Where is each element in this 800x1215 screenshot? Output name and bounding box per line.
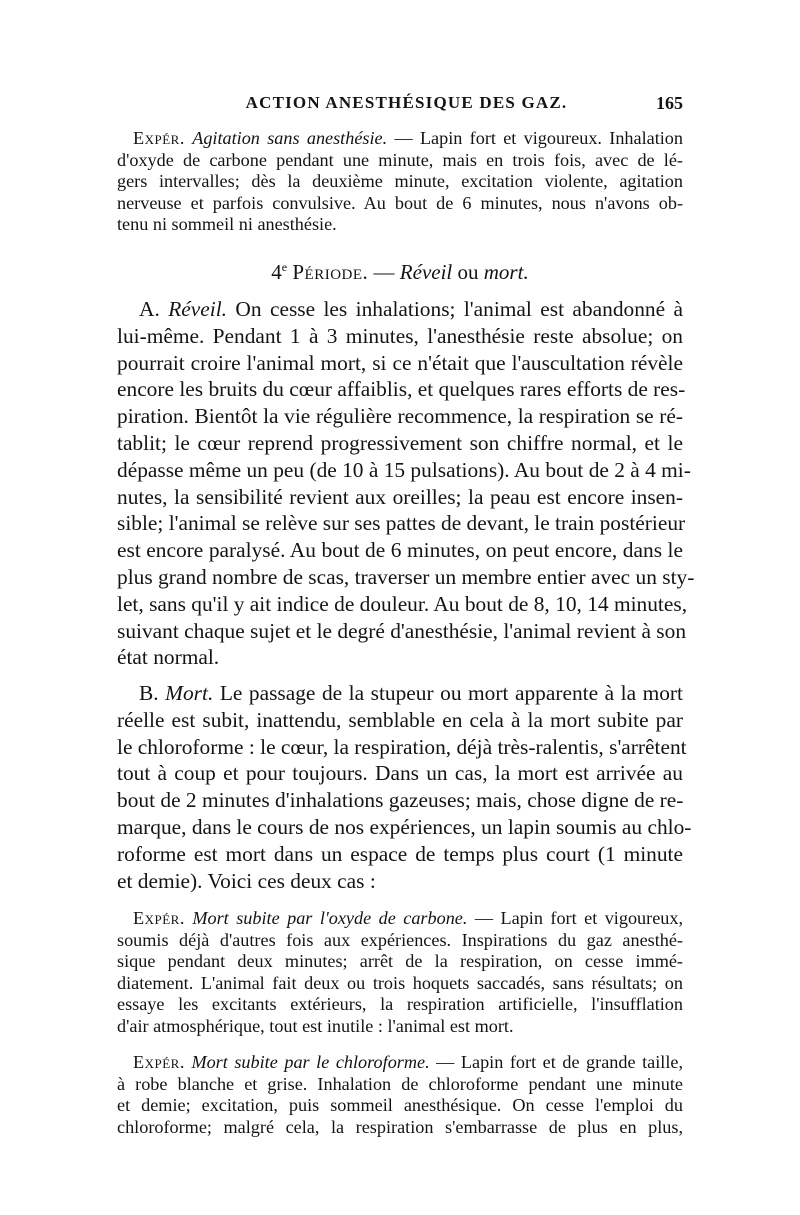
paragraph-line: bout de 2 minutes d'inhalations gazeuses; mais, chose digne de re- — [117, 788, 684, 813]
running-title: ACTION ANESTHÉSIQUE DES GAZ. — [245, 93, 568, 112]
running-header — [117, 88, 683, 118]
paragraph-line: soumis déjà d'autres fois aux expériences. Inspirations du gaz anesthé- — [117, 929, 683, 950]
paragraph-line: Expér. Mort subite par l'oxyde de carbone. — Lapin fort et vigoureux, — [133, 908, 683, 928]
section-heading: 4e Période. — Réveil ou mort. — [271, 260, 529, 284]
paragraph-title: Réveil. — [168, 297, 227, 321]
paragraph-line: d'air atmosphérique, tout est inutile : l'animal est mort. — [117, 1015, 514, 1036]
paragraph-line: est encore paralysé. Au bout de 6 minutes, on peut encore, dans le — [117, 538, 683, 563]
paragraph-title: Mort. — [165, 681, 214, 705]
paragraph-line: tenu ni sommeil ni anesthésie. — [117, 214, 337, 235]
paragraph-line: dépasse même un peu (de 10 à 15 pulsations). Au bout de 2 à 4 mi- — [117, 457, 691, 482]
section-period-label: Période. — [292, 260, 369, 284]
section-title-mort: mort. — [483, 260, 529, 284]
paragraph-line: Expér. Agitation sans anesthésie. — Lapin fort et vigoureux. Inhalation — [133, 128, 683, 148]
page-number: 165 — [656, 92, 683, 113]
experiment-mort-chloroforme — [117, 1052, 683, 1138]
paragraph-line: lui-même. Pendant 1 à 3 minutes, l'anesthésie reste absolue; on — [117, 323, 683, 348]
paragraph-line: et demie). Voici ces deux cas : — [117, 868, 376, 893]
experiment-label: Expér. — [133, 1052, 185, 1072]
paragraph-reveil — [117, 296, 695, 671]
experiment-label: Expér. — [133, 128, 185, 148]
paragraph-line: état normal. — [117, 645, 220, 670]
paragraph-line: roforme est mort dans un espace de temps plus court (1 minute — [117, 841, 683, 866]
paragraph-line: tout à coup et pour toujours. Dans un cas, la mort est arrivée au — [117, 761, 683, 786]
paragraph-line: le chloroforme : le cœur, la respiration, déjà très-ralentis, s'arrêtent — [117, 734, 687, 759]
section-title-reveil: Réveil — [399, 260, 453, 284]
paragraph-line: d'oxyde de carbone pendant une minute, mais en trois fois, avec de lé- — [117, 149, 683, 170]
paragraph-line: pourrait croire l'animal mort, si ce n'était que l'auscultation révèle — [117, 350, 683, 375]
experiment-title: Mort subite par le chloroforme. — [191, 1052, 430, 1072]
paragraph-line: réelle est subit, inattendu, semblable en cela à la mort subite par — [117, 707, 683, 732]
paragraph-line: essaye les excitants extérieurs, la respiration artificielle, l'insufflation — [117, 994, 683, 1015]
paragraph-line: marque, dans le cours de nos expériences, un lapin soumis au chlo- — [117, 814, 692, 839]
experiment-agitation — [117, 128, 683, 236]
paragraph-line: gers intervalles; dès la deuxième minute, excitation violente, agitation — [117, 171, 683, 192]
paragraph-line: plus grand nombre de scas, traverser un membre entier avec un sty- — [117, 564, 695, 589]
paragraph-line: suivant chaque sujet et le degré d'anesthésie, l'animal revient à son — [117, 618, 687, 643]
experiment-title: Mort subite par l'oxyde de carbone. — [192, 908, 468, 928]
paragraph-line: tablit; le cœur reprend progressivement son chiffre normal, et le — [117, 430, 683, 455]
paragraph-line: et demie; excitation, puis sommeil anesthésique. On cesse l'emploi du — [117, 1095, 683, 1116]
paragraph-line: sique pendant deux minutes; arrêt de la respiration, on cesse immé- — [117, 951, 683, 972]
paragraph-line: B. Mort. Le passage de la stupeur ou mort apparente à la mort — [139, 681, 683, 705]
experiment-title: Agitation sans anesthésie. — [192, 128, 388, 148]
paragraph-line: sible; l'animal se relève sur ses pattes de devant, le train postérieur — [117, 511, 686, 536]
paragraph-line: let, sans qu'il y ait indice de douleur. Au bout de 8, 10, 14 minutes, — [117, 591, 688, 616]
paragraph-line: Expér. Mort subite par le chloroforme. — Lapin fort et de grande taille, — [133, 1052, 683, 1072]
experiment-label: Expér. — [133, 908, 185, 928]
paragraph-line: A. Réveil. On cesse les inhalations; l'animal est abandonné à — [139, 297, 683, 321]
experiment-mort-oxyde — [117, 908, 683, 1038]
paragraph-line: chloroforme; malgré cela, la respiration s'embarrasse de plus en plus, — [117, 1116, 683, 1137]
paragraph-line: piration. Bientôt la vie régulière recommence, la respiration se ré- — [117, 404, 683, 429]
paragraph-line: diatement. L'animal fait deux ou trois hoquets saccadés, sans résultats; on — [117, 972, 683, 993]
paragraph-line: nerveuse et parfois convulsive. Au bout de 6 minutes, nous n'avons ob- — [117, 192, 683, 213]
paragraph-line: à robe blanche et grise. Inhalation de chloroforme pendant une minute — [117, 1073, 683, 1094]
paragraph-line: encore les bruits du cœur affaiblis, et quelques rares efforts de res- — [117, 377, 686, 402]
paragraph-mort — [117, 680, 692, 894]
paragraph-line: nutes, la sensibilité revient aux oreilles; la peau est encore insen- — [117, 484, 683, 509]
